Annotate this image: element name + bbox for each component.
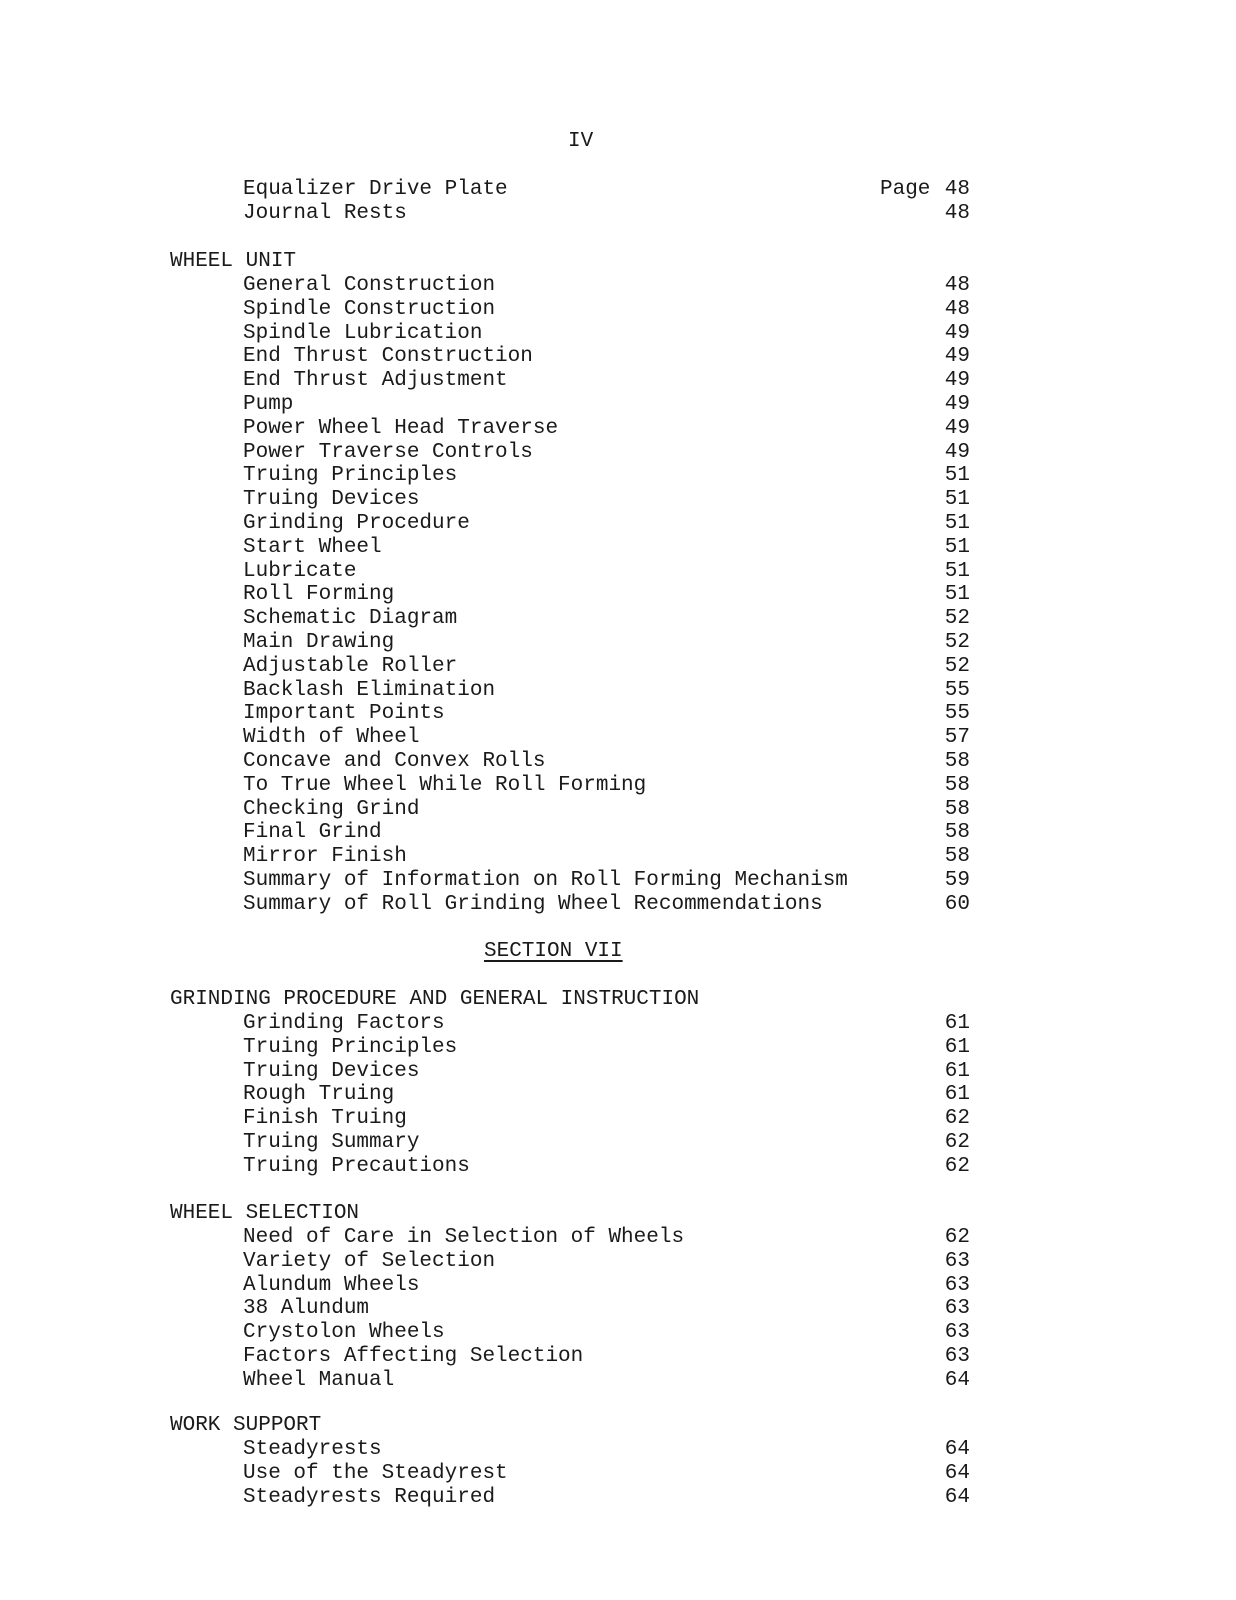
toc-entry-page: 52 [944, 631, 970, 654]
toc-entry-title: Checking Grind [243, 797, 420, 821]
section-heading-work-support: WORK SUPPORT [170, 1414, 322, 1437]
toc-entry-title: 38 Alundum [243, 1297, 370, 1321]
toc-entry-page: 60 [944, 892, 970, 916]
toc-entry-page: 61 [944, 1035, 970, 1059]
toc-entry-title: Truing Principles [243, 1035, 458, 1059]
toc-entry-title: Crystolon Wheels [243, 1321, 445, 1345]
toc-entry-title: Main Drawing [243, 631, 395, 654]
toc-entry-page: 61 [944, 1012, 970, 1035]
toc-entry-title: Power Wheel Head Traverse [243, 416, 559, 440]
toc-entry-page: 58 [944, 821, 970, 845]
toc-entry-title: Grinding Procedure [243, 512, 470, 535]
toc-entry-page: 57 [944, 726, 970, 750]
toc-entry-title: End Thrust Construction [243, 345, 533, 369]
toc-entry-title: Roll Forming [243, 583, 395, 607]
toc-entry-title: Truing Principles [243, 464, 458, 488]
toc-entry-title: Truing Summary [243, 1131, 420, 1154]
toc-entry-page: 64 [944, 1485, 970, 1509]
toc-entry-title: Truing Devices [243, 1059, 420, 1083]
toc-entry-page: 63 [944, 1321, 970, 1345]
toc-entry-page: 48 [944, 297, 970, 321]
toc-entry-page: 59 [944, 869, 970, 892]
toc-entry-title: Width of Wheel [243, 726, 420, 750]
toc-entry-page: 48 [944, 274, 970, 297]
toc-entry-page: 58 [944, 773, 970, 797]
toc-entry-page: 63 [944, 1297, 970, 1321]
toc-entry-page: 49 [944, 369, 970, 393]
toc-entry-page: 62 [944, 1131, 970, 1154]
toc-entry-page: 64 [944, 1461, 970, 1485]
toc-entry-title: Spindle Lubrication [243, 321, 483, 345]
toc-entry-page: 51 [944, 583, 970, 607]
toc-page-label: Page [880, 178, 931, 201]
toc-entry-title: Grinding Factors [243, 1012, 445, 1035]
toc-entry-title: Wheel Manual [243, 1368, 395, 1392]
toc-entry-page: 48 [944, 201, 970, 225]
toc-entry-page: 49 [944, 440, 970, 464]
toc-entry-title: Truing Devices [243, 488, 420, 512]
toc-entry-title: Summary of Information on Roll Forming Mechanism [243, 869, 848, 892]
toc-entry-title: Finish Truing [243, 1107, 407, 1131]
toc-entry-page: 51 [944, 488, 970, 512]
toc-entry-page: 63 [944, 1345, 970, 1368]
toc-entry-title: Mirror Finish [243, 845, 407, 869]
toc-entry-title: Use of the Steadyrest [243, 1461, 508, 1485]
toc-entry-title: Start Wheel [243, 535, 382, 559]
toc-entry-title: Factors Affecting Selection [243, 1345, 584, 1368]
toc-entry-title: Power Traverse Controls [243, 440, 533, 464]
toc-entry-title: End Thrust Adjustment [243, 369, 508, 393]
toc-entry-page: 49 [944, 416, 970, 440]
toc-entry-title: Journal Rests [243, 201, 407, 225]
toc-entry-title: Steadyrests [243, 1438, 382, 1461]
toc-entry-page: 64 [944, 1368, 970, 1392]
section-title: SECTION VII [484, 940, 623, 963]
section-heading-grinding-procedure: GRINDING PROCEDURE AND GENERAL INSTRUCTION [170, 988, 700, 1011]
toc-entry-title: General Construction [243, 274, 496, 297]
toc-entry-title: Equalizer Drive Plate [243, 178, 508, 201]
toc-entry-title: Alundum Wheels [243, 1273, 420, 1297]
section-heading-wheel-unit: WHEEL UNIT [170, 250, 297, 273]
toc-entry-page: 63 [944, 1273, 970, 1297]
toc-entry-page: 63 [944, 1249, 970, 1273]
toc-entry-page: 52 [944, 654, 970, 678]
toc-entry-page: 49 [944, 345, 970, 369]
toc-entry-page: 64 [944, 1438, 970, 1461]
toc-entry-title: Rough Truing [243, 1083, 395, 1107]
section-heading-wheel-selection: WHEEL SELECTION [170, 1202, 360, 1225]
toc-entry-page: 61 [944, 1059, 970, 1083]
toc-entry-page: 51 [944, 559, 970, 583]
toc-entry-title: Schematic Diagram [243, 607, 458, 631]
toc-entry-page: 52 [944, 607, 970, 631]
toc-entry-title: Concave and Convex Rolls [243, 750, 546, 773]
toc-entry-title: Spindle Construction [243, 297, 496, 321]
toc-entry-title: Important Points [243, 702, 445, 726]
toc-entry-page: 51 [944, 464, 970, 488]
toc-entry-page: 55 [944, 702, 970, 726]
toc-entry-page: 51 [944, 535, 970, 559]
toc-entry-title: Adjustable Roller [243, 654, 458, 678]
toc-entry-page: 58 [944, 845, 970, 869]
toc-entry-page: 61 [944, 1083, 970, 1107]
toc-entry-page: 55 [944, 678, 970, 702]
toc-entry-title: Need of Care in Selection of Wheels [243, 1226, 685, 1249]
toc-entry-title: Variety of Selection [243, 1249, 496, 1273]
toc-entry-title: Summary of Roll Grinding Wheel Recommendations [243, 892, 823, 916]
toc-entry-page: 58 [944, 750, 970, 773]
toc-entry-title: To True Wheel While Roll Forming [243, 773, 647, 797]
toc-entry-title: Steadyrests Required [243, 1485, 496, 1509]
toc-entry-title: Final Grind [243, 821, 382, 845]
toc-entry-page: 51 [944, 512, 970, 535]
page-number: IV [568, 130, 594, 153]
toc-entry-title: Backlash Elimination [243, 678, 496, 702]
toc-entry-page: 62 [944, 1107, 970, 1131]
toc-entry-page: 49 [944, 321, 970, 345]
toc-entry-title: Pump [243, 393, 294, 416]
toc-entry-page: 62 [944, 1226, 970, 1249]
toc-entry-title: Lubricate [243, 559, 357, 583]
toc-entry-page: 49 [944, 393, 970, 416]
toc-entry-page: 58 [944, 797, 970, 821]
toc-entry-page: 62 [944, 1154, 970, 1178]
toc-entry-title: Truing Precautions [243, 1154, 470, 1178]
toc-entry-page: 48 [944, 178, 970, 201]
